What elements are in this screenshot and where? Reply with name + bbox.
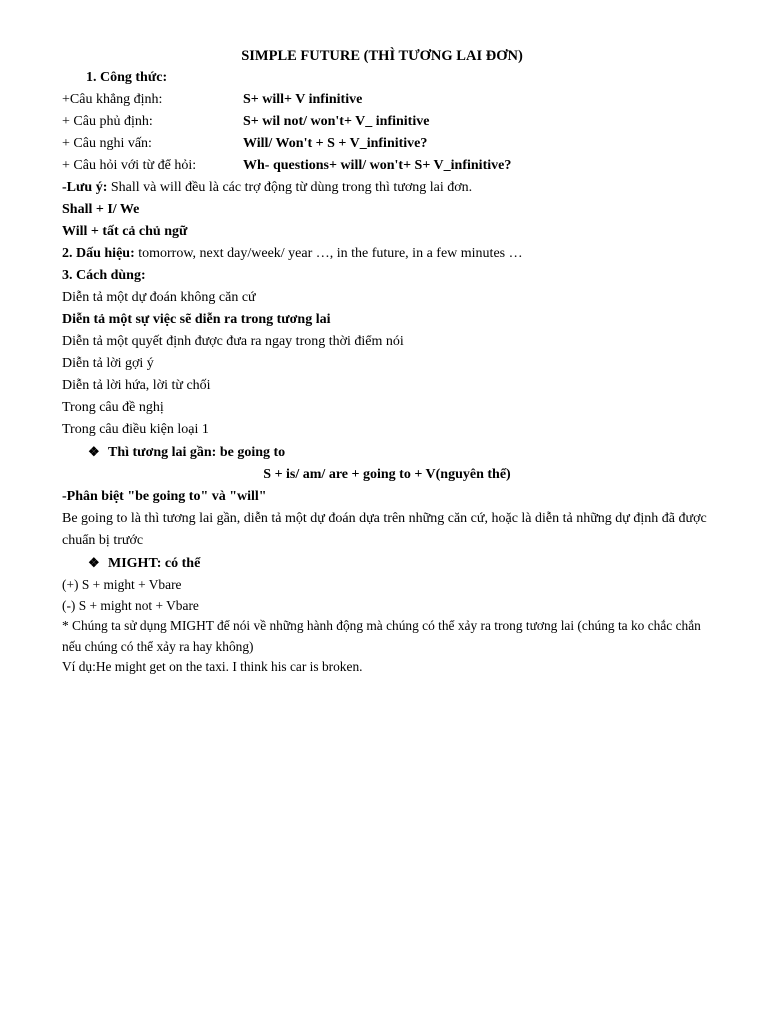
formula-text: Will/ Won't + S + V_infinitive?: [243, 136, 428, 151]
might-heading: MIGHT: có thể: [108, 556, 201, 571]
usage-item: Diễn tả lời hứa, lời từ chối: [62, 378, 211, 393]
might-note: * Chúng ta sử dụng MIGHT để nói về những hành động mà chúng có thể xảy ra trong tương lai (chúng ta ko chắc chắn nếu chúng có thể xảy ra hay không): [62, 618, 701, 654]
formula-label: + Câu phủ định:: [62, 114, 153, 129]
formula-row-affirmative: [62, 89, 722, 111]
note-text: Shall và will đều là các trợ động từ dùng trong thì tương lai đơn.: [107, 180, 473, 195]
document-title: SIMPLE FUTURE (THÌ TƯƠNG LAI ĐƠN): [241, 48, 523, 64]
compare-text: Be going to là thì tương lai gần, diễn tả một dự đoán dựa trên những căn cứ, hoặc là diễn tả những dự định đã được chuẩn bị trước: [62, 511, 707, 548]
signals-text: tomorrow, next day/week/ year …, in the future, in a few minutes …: [134, 246, 523, 261]
compare-heading: -Phân biệt "be going to" và "will": [62, 489, 267, 504]
usage-item: Diễn tả lời gợi ý: [62, 356, 154, 371]
formula-label: +Câu khẳng định:: [62, 92, 163, 107]
document-page: [62, 45, 722, 678]
signals-line: [62, 243, 722, 265]
usage-item: Diễn tả một quyết định được đưa ra ngay trong thời điểm nói: [62, 334, 404, 349]
formula-row-question: [62, 133, 722, 155]
section-formula-heading: 1. Công thức:: [86, 70, 168, 85]
formula-text: S+ wil not/ won't+ V_ infinitive: [243, 114, 430, 129]
might-negative: (-) S + might not + Vbare: [62, 597, 199, 613]
might-positive: (+) S + might + Vbare: [62, 577, 182, 592]
usage-item: Diễn tả một dự đoán không căn cứ: [62, 290, 256, 305]
formula-label: + Câu hỏi với từ để hỏi:: [62, 158, 197, 173]
note-label: -Lưu ý:: [62, 180, 108, 195]
might-example: Ví dụ:He might get on the taxi. I think his car is broken.: [62, 659, 363, 674]
diamond-bullet-icon: ❖: [88, 555, 100, 570]
near-future-formula: S + is/ am/ are + going to + V(nguyên thể): [263, 467, 511, 482]
usage-item: Diễn tả một sự việc sẽ diễn ra trong tương lai: [62, 312, 331, 327]
formula-row-negative: [62, 111, 722, 133]
might-heading-line: [62, 552, 722, 575]
formula-label: + Câu nghi vấn:: [62, 136, 152, 151]
diamond-bullet-icon: ❖: [88, 444, 100, 459]
near-future-heading: Thì tương lai gần: be going to: [108, 445, 286, 460]
formula-row-wh-question: [62, 155, 722, 177]
near-future-heading-line: [62, 441, 722, 464]
usage-heading: 3. Cách dùng:: [62, 268, 146, 283]
shall-line: Shall + I/ We: [62, 202, 140, 217]
usage-item: Trong câu điều kiện loại 1: [62, 422, 209, 437]
will-line: Will + tất cả chủ ngữ: [62, 224, 188, 239]
signals-heading: 2. Dấu hiệu:: [62, 246, 135, 261]
usage-item: Trong câu đề nghị: [62, 400, 164, 415]
formula-text: Wh- questions+ will/ won't+ S+ V_infinitive?: [243, 158, 512, 173]
note-line: [62, 177, 722, 199]
formula-text: S+ will+ V infinitive: [243, 92, 363, 107]
